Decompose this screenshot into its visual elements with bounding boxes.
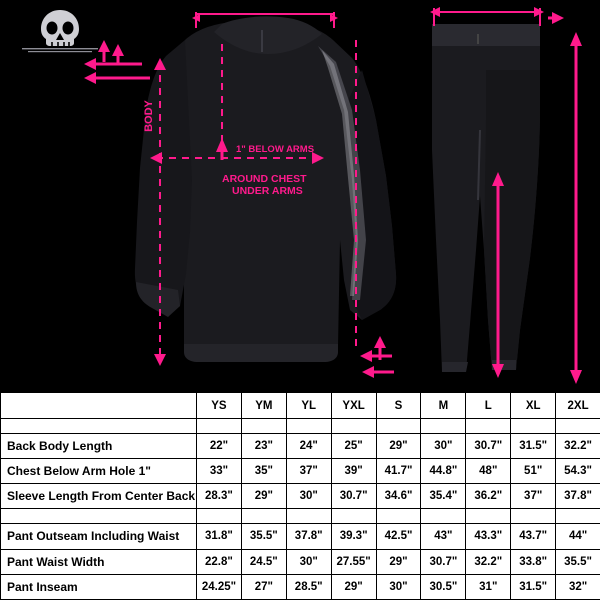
table-header-row [1, 393, 600, 419]
cell: 32.2" [466, 549, 511, 574]
cell: 22.8" [197, 549, 242, 574]
cell: 30.5" [421, 574, 466, 599]
cell: 37.8" [286, 524, 331, 549]
cell: 27" [241, 574, 286, 599]
cell: 30.7" [421, 549, 466, 574]
cell: 28.3" [197, 484, 242, 509]
cell: 34.6" [376, 484, 421, 509]
header-size-ym: YM [241, 393, 286, 419]
cell: 32.2" [556, 433, 600, 458]
cell: 48" [466, 459, 511, 484]
skull-logo [12, 8, 108, 54]
header-size-xl: XL [511, 393, 556, 419]
cell: 35" [241, 459, 286, 484]
spacer-cell [1, 509, 197, 524]
cell: 44" [556, 524, 600, 549]
cell: 37.8" [556, 484, 600, 509]
header-size-s: S [376, 393, 421, 419]
table-row [1, 524, 600, 549]
cell: 29" [331, 574, 376, 599]
cell: 37" [511, 484, 556, 509]
cell: 24.25" [197, 574, 242, 599]
cell: 30" [286, 549, 331, 574]
cell: 29" [376, 433, 421, 458]
label-body: BODY [143, 100, 155, 132]
header-size-m: M [421, 393, 466, 419]
cell: 31.5" [511, 433, 556, 458]
cell: 35.5" [556, 549, 600, 574]
table-spacer-row [1, 509, 600, 524]
cell: 44.8" [421, 459, 466, 484]
cell: 23" [241, 433, 286, 458]
table-row [1, 574, 600, 599]
header-size-l: L [466, 393, 511, 419]
cell: 33.8" [511, 549, 556, 574]
cell: 27.55" [331, 549, 376, 574]
row-label: Back Body Length [1, 433, 197, 458]
cell: 35.5" [241, 524, 286, 549]
cell: 30" [376, 574, 421, 599]
header-size-yl: YL [286, 393, 331, 419]
cell: 30.7" [466, 433, 511, 458]
header-blank [1, 393, 197, 419]
cell: 51" [511, 459, 556, 484]
cell: 30.7" [331, 484, 376, 509]
cell: 36.2" [466, 484, 511, 509]
table-spacer-row [1, 419, 600, 434]
header-size-2xl: 2XL [556, 393, 600, 419]
row-label: Pant Inseam [1, 574, 197, 599]
cell: 37" [286, 459, 331, 484]
cell: 33" [197, 459, 242, 484]
size-chart-table [0, 392, 600, 600]
row-label: Sleeve Length From Center Back [1, 484, 197, 509]
cell: 39.3" [331, 524, 376, 549]
cell: 31" [466, 574, 511, 599]
cell: 29" [241, 484, 286, 509]
cell: 25" [331, 433, 376, 458]
table-row [1, 484, 600, 509]
cell: 31.5" [511, 574, 556, 599]
cell: 30" [286, 484, 331, 509]
table-row [1, 433, 600, 458]
label-around-chest: AROUND CHEST [222, 173, 307, 185]
label-under-arms: UNDER ARMS [232, 185, 303, 197]
cell: 24.5" [241, 549, 286, 574]
cell: 41.7" [376, 459, 421, 484]
table-row [1, 459, 600, 484]
table-row [1, 549, 600, 574]
cell: 42.5" [376, 524, 421, 549]
row-label: Pant Outseam Including Waist [1, 524, 197, 549]
label-below-arms: 1" BELOW ARMS [236, 144, 315, 155]
cell: 22" [197, 433, 242, 458]
cell: 29" [376, 549, 421, 574]
cell: 43.3" [466, 524, 511, 549]
header-size-yxl: YXL [331, 393, 376, 419]
header-size-ys: YS [197, 393, 242, 419]
cell: 32" [556, 574, 600, 599]
cell: 28.5" [286, 574, 331, 599]
spacer-cell [1, 419, 197, 434]
cell: 24" [286, 433, 331, 458]
cell: 30" [421, 433, 466, 458]
row-label: Pant Waist Width [1, 549, 197, 574]
cell: 39" [331, 459, 376, 484]
cell: 43.7" [511, 524, 556, 549]
cell: 31.8" [197, 524, 242, 549]
cell: 54.3" [556, 459, 600, 484]
row-label: Chest Below Arm Hole 1" [1, 459, 197, 484]
cell: 35.4" [421, 484, 466, 509]
cell: 43" [421, 524, 466, 549]
